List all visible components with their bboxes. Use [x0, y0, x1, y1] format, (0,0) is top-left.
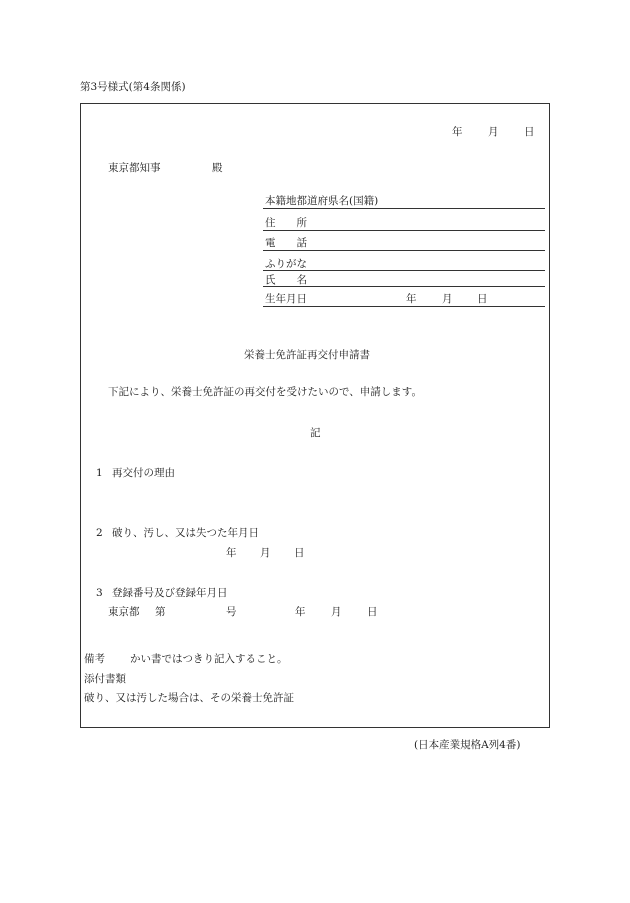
- item3-tokyo: 東京都: [108, 606, 140, 618]
- item2-month: 月: [260, 547, 271, 559]
- item1-number: 1: [96, 467, 103, 479]
- furigana-label: ふりがな: [265, 258, 307, 270]
- item3-go: 号: [226, 606, 237, 618]
- intro-text: 下記により、栄養士免許証の再交付を受けたいので、申請します。: [108, 386, 422, 398]
- document-title: 栄養士免許証再交付申請書: [244, 349, 370, 361]
- birth-month: 月: [442, 293, 453, 305]
- date-month: 月: [488, 126, 499, 138]
- phone-line[interactable]: [263, 250, 545, 251]
- birth-label: 生年月日: [265, 293, 307, 305]
- addressee-honorific: 殿: [212, 162, 223, 174]
- addressee-governor: 東京都知事: [108, 162, 161, 174]
- date-year: 年: [452, 126, 463, 138]
- attachments-label: 添付書類: [84, 673, 126, 685]
- phone-label: 電 話: [265, 237, 307, 249]
- birth-line[interactable]: [263, 306, 545, 307]
- domicile-line[interactable]: [263, 208, 545, 209]
- birth-year: 年: [406, 293, 417, 305]
- item2-number: 2: [96, 527, 103, 539]
- remarks-text: かい書ではつきり記入すること。: [130, 653, 288, 665]
- item3-label: 登録番号及び登録年月日: [112, 587, 228, 599]
- date-day: 日: [524, 126, 535, 138]
- ki-heading: 記: [310, 427, 321, 439]
- attachments-text: 破り、又は汚した場合は、その栄養士免許証: [84, 692, 294, 704]
- birth-day: 日: [477, 293, 488, 305]
- paper-standard: (日本産業規格A列4番): [414, 739, 521, 751]
- item2-year: 年: [226, 547, 237, 559]
- item3-year: 年: [295, 606, 306, 618]
- item3-dai: 第: [155, 606, 166, 618]
- item2-day: 日: [294, 547, 305, 559]
- item1-label: 再交付の理由: [112, 467, 175, 479]
- item2-label: 破り、汚し、又は失つた年月日: [112, 527, 259, 539]
- name-label: 氏 名: [265, 274, 307, 286]
- form-number: 第3号様式(第4条関係): [80, 81, 186, 93]
- item3-day: 日: [367, 606, 378, 618]
- address-line[interactable]: [263, 230, 545, 231]
- item3-month: 月: [331, 606, 342, 618]
- remarks-label: 備考: [84, 653, 105, 665]
- name-line[interactable]: [263, 286, 545, 287]
- domicile-label: 本籍地都道府県名(国籍): [265, 195, 379, 207]
- address-label: 住 所: [265, 217, 307, 229]
- furigana-line[interactable]: [263, 270, 545, 271]
- item3-number: 3: [96, 587, 103, 599]
